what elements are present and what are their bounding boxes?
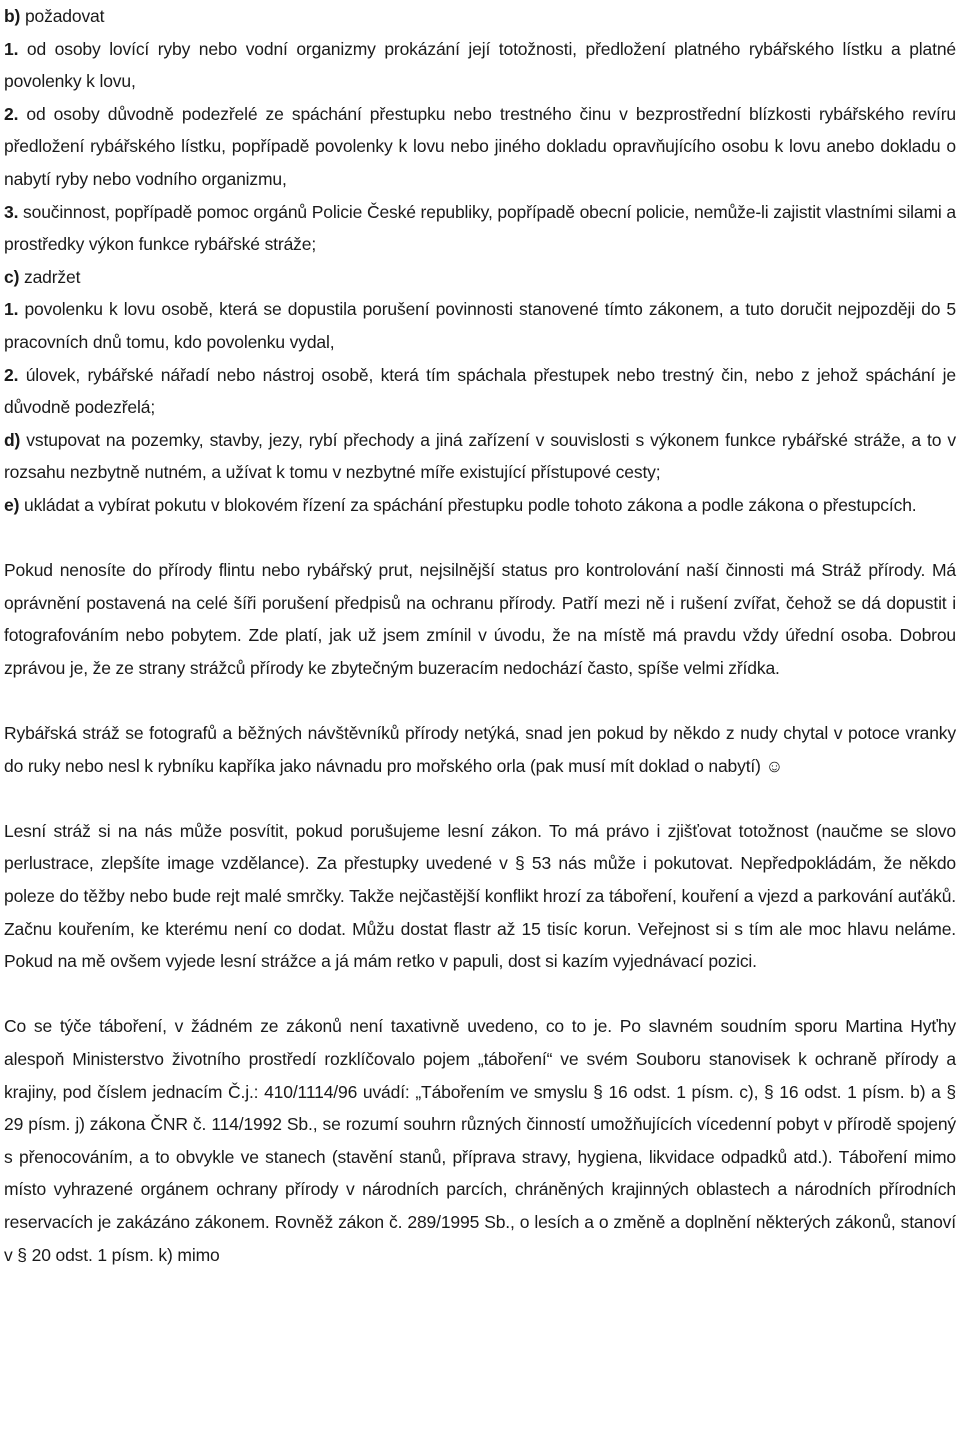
item-text: povolenku k lovu osobě, která se dopustila porušení povinnosti stanovené tímto zákonem, a tuto doručit nejpozději do 5 pracovních dnů tomu, kdo povolenku vydal,	[4, 299, 956, 352]
item-text: úlovek, rybářské nářadí nebo nástroj osobě, která tím spáchala přestupek nebo trestný čin, nebo z jehož spáchání je důvodně podezřelá;	[4, 364, 956, 418]
paragraph: Lesní stráž si na nás může posvítit, pokud porušujeme lesní zákon. To má právo i zjišťovat totožnost (naučme se slovo perlustrace, zlepšíte image vzdělance). Za přestupky uvedené v § 53 nás může i pokutovat. Nepředpokládám, že někdo poleze do těžby nebo bude rejt malé smrčky. Takže nejčastější konflikt hrozí za táboření, kouření a vjezd a parkování auťáků. Začnu kouřením, ke kterému není co dodat. Můžu dostat flastr až 15 tisíc korun. Veřejnost si s tím ale moc hlavu neláme. Pokud na mě ovšem vyjede lesní strážce a já mám retko v papuli, dost si kazím vyjednávací pozici.	[4, 820, 956, 972]
paragraph: Co se týče táboření, v žádném ze zákonů není taxativně uvedeno, co to je. Po slavném soudním sporu Martina Hyťhy alespoň Ministerstvo životního prostředí rozklíčovalo pojem „táboření“ ve svém Souboru stanovisek k ochraně přírody a krajiny, pod číslem jednacím Č.j.: 410/1114/96 uvádí: „Tábořením ve smyslu § 16 odst. 1 písm. c), § 16 odst. 1 písm. b) a § 29 písm. j) zákona ČNR č. 114/1992 Sb., se rozumí souhrn různých činností umožňujících vícedenní pobyt v přírodě spojený s přenocováním, a to obvykle ve stanech (stavění stanů, příprava stravy, hygiena, likvidace odpadků atd.). Táboření mimo místo vyhrazené orgánem ochrany přírody v národních parcích, chráněných krajinných oblastech a národních přírodních reservacích je zakázáno zákonem. Rovněž zákon č. 289/1995 Sb., o lesích a o změně a doplnění některých zákonů, stanoví v § 20 odst. 1 písm. k) mimo	[4, 1016, 956, 1265]
list-b-item	[4, 98, 956, 196]
paragraph-spacer	[4, 782, 956, 815]
paragraph-spacer	[4, 978, 956, 1011]
list-marker: b)	[4, 6, 21, 26]
document-page	[4, 0, 956, 1271]
item-number: 3.	[4, 201, 19, 222]
list-b-item	[4, 33, 956, 98]
item-number: 2.	[4, 103, 19, 124]
item-e	[4, 489, 956, 522]
list-b-item	[4, 196, 956, 261]
paragraph: Rybářská stráž se fotografů a běžných návštěvníků přírody netýká, snad jen pokud by někdo z nudy chytal v potoce vranky do ruky nebo nesl k rybníku kapříka jako návnadu pro mořského orla (pak musí mít doklad o nabytí) ☺	[4, 723, 956, 776]
item-number: 1.	[4, 38, 19, 59]
list-marker: c)	[4, 266, 20, 287]
item-text: od osoby lovící ryby nebo vodní organizmy prokázání její totožnosti, předložení platného rybářského lístku a platné povolenky k lovu,	[4, 38, 956, 92]
list-heading: zadržet	[23, 266, 81, 287]
item-d	[4, 424, 956, 489]
list-c-item	[4, 359, 956, 424]
paragraph-spacer	[4, 684, 956, 717]
list-c-item	[4, 293, 956, 358]
item-number: 2.	[4, 364, 19, 385]
paragraph-spacer	[4, 522, 956, 555]
list-marker: d)	[4, 429, 21, 450]
paragraph: Pokud nenosíte do přírody flintu nebo rybářský prut, nejsilnější status pro kontrolování naší činnosti má Stráž přírody. Má oprávnění postavená na celé šíři porušení předpisů na ochranu přírody. Patří mezi ně i rušení zvířat, čehož se dá dopustit i fotografováním nebo pobytem. Zde platí, jak už jsem zmínil v úvodu, že na místě má pravdu vždy úřední osoba. Dobrou zprávou je, že ze strany strážců přírody ke zbytečným buzeracím nedochází často, spíše velmi zřídka.	[4, 560, 956, 678]
item-text: vstupovat na pozemky, stavby, jezy, rybí přechody a jiná zařízení v souvislosti s výkonem funkce rybářské stráže, a to v rozsahu nezbytně nutném, a užívat k tomu v nezbytné míře existující přístupové cesty;	[4, 429, 956, 483]
item-text: ukládat a vybírat pokutu v blokovém řízení za spáchání přestupku podle tohoto zákona a podle zákona o přestupcích.	[23, 494, 917, 515]
list-heading: požadovat	[24, 6, 105, 26]
item-number: 1.	[4, 299, 19, 320]
list-marker: e)	[4, 494, 20, 515]
list-b-heading	[4, 0, 956, 33]
list-c-heading	[4, 261, 956, 294]
item-text: od osoby důvodně podezřelé ze spáchání přestupku nebo trestného činu v bezprostřední blízkosti rybářského revíru předložení rybářského lístku, popřípadě povolenky k lovu nebo jiného dokladu opravňujícího osobu k lovu anebo dokladu o nabytí ryby nebo vodního organizmu,	[4, 103, 956, 189]
item-text: součinnost, popřípadě pomoc orgánů Policie České republiky, popřípadě obecní policie, nemůže-li zajistit vlastními silami a prostředky výkon funkce rybářské stráže;	[4, 201, 956, 255]
